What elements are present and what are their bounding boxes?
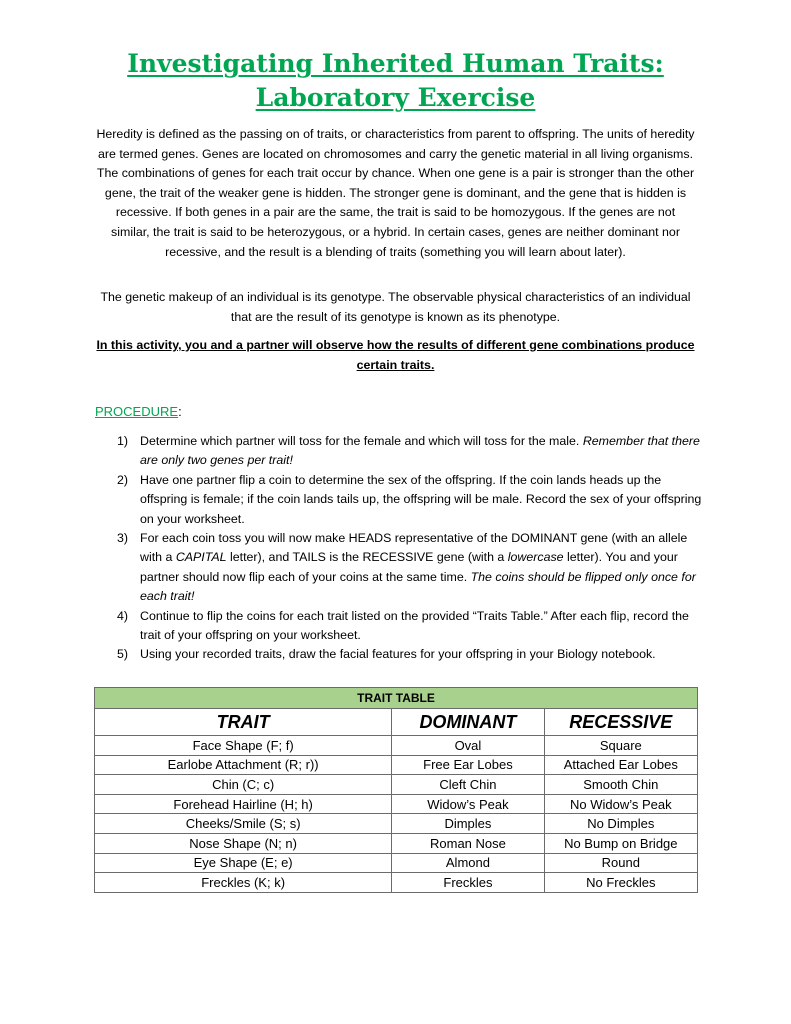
column-header-dominant: DOMINANT xyxy=(392,709,544,736)
table-row xyxy=(95,873,698,893)
procedure-heading-colon: : xyxy=(178,404,182,419)
dominant-cell: Freckles xyxy=(392,873,544,893)
recessive-cell: No Freckles xyxy=(544,873,697,893)
activity-statement: In this activity, you and a partner will observe how the results of different gene combinations produce certain traits. xyxy=(96,338,695,372)
dominant-cell: Free Ear Lobes xyxy=(392,755,544,775)
table-row xyxy=(95,755,698,775)
procedure-heading xyxy=(95,404,182,419)
trait-table xyxy=(94,687,698,893)
procedure-step-5 xyxy=(117,645,702,664)
step-text: letter). You and your partner should now flip each of your coins at the same time. xyxy=(140,550,678,584)
procedure-step-3 xyxy=(117,529,702,607)
trait-cell: Nose Shape (N; n) xyxy=(95,833,392,853)
dominant-cell: Widow’s Peak xyxy=(392,794,544,814)
trait-cell: Freckles (K; k) xyxy=(95,873,392,893)
table-row xyxy=(95,736,698,756)
recessive-cell: No Dimples xyxy=(544,814,697,834)
trait-table-caption-row xyxy=(95,688,698,709)
trait-cell: Forehead Hairline (H; h) xyxy=(95,794,392,814)
step-italic-text: The coins should be flipped only once for each trait! xyxy=(140,569,696,604)
table-row xyxy=(95,833,698,853)
trait-cell: Chin (C; c) xyxy=(95,775,392,795)
step-number: 1) xyxy=(117,434,129,448)
step-number: 5) xyxy=(117,647,129,662)
table-row xyxy=(95,794,698,814)
step-number: 2) xyxy=(117,472,129,487)
title-line-1: Investigating Inherited Human Traits: xyxy=(127,49,664,78)
step-number: 4) xyxy=(117,608,129,623)
column-header-trait: TRAIT xyxy=(95,709,392,736)
recessive-cell: Round xyxy=(544,853,697,873)
step-italic-text: Remember that there are only two genes per trait! xyxy=(140,434,700,468)
table-row xyxy=(95,775,698,795)
recessive-cell: Smooth Chin xyxy=(544,775,697,795)
intro-paragraph-heredity: Heredity is defined as the passing on of traits, or characteristics from parent to offspring. The units of heredity are termed genes. Genes are located on chromosomes and carry the genetic material in all living organisms. The combinations of genes for each trait occur by chance. When one gene is a pair is stronger than the other gene, the trait of the weaker gene is hidden. The stronger gene is dominant, and the gene that is hidden is recessive. If both genes in a pair are the same, the trait is said to be homozygous. If the genes are not similar, the trait is said to be heterozygous, or a hybrid. In certain cases, genes are neither dominant nor recessive, and the result is a blending of traits (something you will learn about later). xyxy=(96,127,695,259)
trait-cell: Cheeks/Smile (S; s) xyxy=(95,814,392,834)
intro-paragraph-genotype: The genetic makeup of an individual is its genotype. The observable physical characteristics of an individual that are the result of its genotype is known as its phenotype. xyxy=(100,290,691,324)
procedure-step-1 xyxy=(117,432,702,471)
step-number: 3) xyxy=(117,531,129,546)
recessive-cell: Attached Ear Lobes xyxy=(544,755,697,775)
trait-cell: Eye Shape (E; e) xyxy=(95,853,392,873)
procedure-steps xyxy=(117,432,702,665)
step-text: letter), and TAILS is the RECESSIVE gene (with a xyxy=(226,550,508,565)
dominant-cell: Oval xyxy=(392,736,544,756)
dominant-cell: Dimples xyxy=(392,814,544,834)
step-text: For each coin toss you will now make HEADS representative of the DOMINANT gene (with an allele with a xyxy=(140,531,688,565)
dominant-cell: Almond xyxy=(392,853,544,873)
trait-cell: Face Shape (F; f) xyxy=(95,736,392,756)
trait-cell: Earlobe Attachment (R; r)) xyxy=(95,755,392,775)
dominant-cell: Cleft Chin xyxy=(392,775,544,795)
step-text: Have one partner flip a coin to determine the sex of the offspring. If the coin lands heads up the offspring is female; if the coin lands tails up, the offspring will be male. Record the sex of your offspring on your worksheet. xyxy=(140,472,702,526)
procedure-step-4 xyxy=(117,607,702,646)
procedure-step-2 xyxy=(117,471,702,529)
step-text: Determine which partner will toss for the female and which will toss for the male. xyxy=(140,434,583,448)
step-italic-text: CAPITAL xyxy=(175,550,227,565)
trait-table-caption: TRAIT TABLE xyxy=(95,688,698,709)
table-row xyxy=(95,814,698,834)
procedure-heading-text: PROCEDURE xyxy=(95,404,179,419)
recessive-cell: No Bump on Bridge xyxy=(544,833,697,853)
step-text: Continue to flip the coins for each trait listed on the provided “Traits Table.” After each flip, record the trait of your offspring on your worksheet. xyxy=(140,608,689,643)
title-line-2: Laboratory Exercise xyxy=(255,83,536,112)
table-row xyxy=(95,853,698,873)
recessive-cell: Square xyxy=(544,736,697,756)
trait-table-header-row xyxy=(95,709,698,736)
dominant-cell: Roman Nose xyxy=(392,833,544,853)
recessive-cell: No Widow’s Peak xyxy=(544,794,697,814)
step-italic-text: lowercase xyxy=(507,550,564,565)
column-header-recessive: RECESSIVE xyxy=(544,709,697,736)
step-text: Using your recorded traits, draw the facial features for your offspring in your Biology notebook. xyxy=(140,647,656,662)
